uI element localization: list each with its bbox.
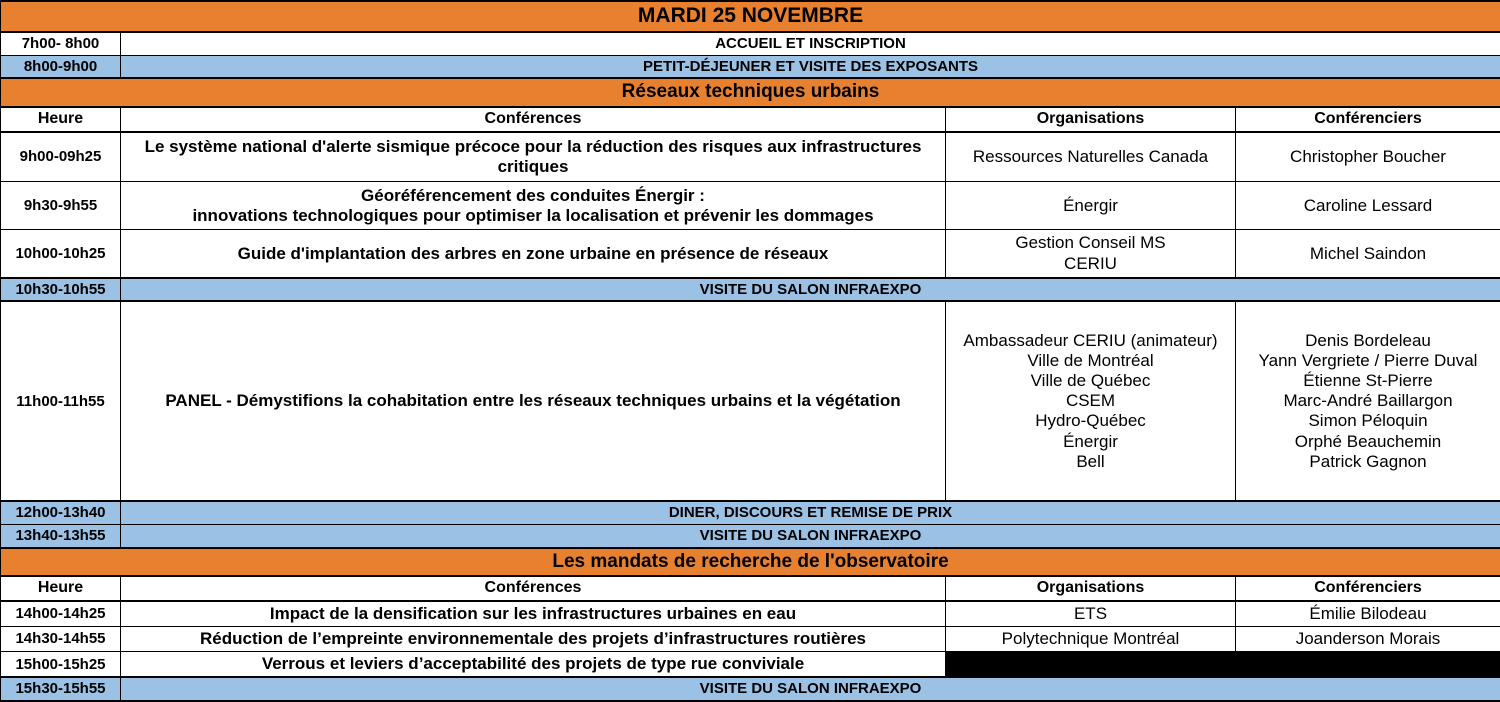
time-cell: 14h00-14h25 — [1, 601, 121, 627]
time-cell: 9h30-9h55 — [1, 182, 121, 230]
time-cell: 11h00-11h55 — [1, 301, 121, 501]
column-header-conferenciers: Conférenciers — [1236, 107, 1500, 132]
column-header-row — [1, 576, 1500, 601]
panel-title: PANEL - Démystifions la cohabitation entre les réseaux techniques urbains et la végétation — [121, 301, 946, 501]
table-row — [1, 182, 1500, 230]
panel-row — [1, 301, 1500, 501]
column-header-conferences: Conférences — [121, 576, 946, 601]
conference-title-line1: Géoréférencement des conduites Énergir : — [125, 186, 941, 206]
table-row — [1, 32, 1500, 55]
page-title: MARDI 25 NOVEMBRE — [1, 1, 1500, 32]
time-cell: 15h30-15h55 — [1, 677, 121, 701]
column-header-row — [1, 107, 1500, 132]
conference-title-line2: innovations technologiques pour optimiser la localisation et prévenir les dommages — [125, 206, 941, 226]
speaker-cell: Michel Saindon — [1236, 230, 1500, 278]
speaker-line: Denis Bordeleau — [1240, 331, 1496, 351]
conference-title: Guide d'implantation des arbres en zone urbaine en présence de réseaux — [121, 230, 946, 278]
time-cell: 10h00-10h25 — [1, 230, 121, 278]
organisation-line: Hydro-Québec — [950, 411, 1231, 431]
organisation-line2: CERIU — [950, 254, 1231, 274]
organisation-line: Ville de Québec — [950, 371, 1231, 391]
speaker-line: Patrick Gagnon — [1240, 452, 1496, 472]
conference-title: Verrous et leviers d’acceptabilité des projets de type rue conviviale — [121, 652, 946, 678]
speaker-line: Yann Vergriete / Pierre Duval — [1240, 351, 1496, 371]
table-row — [1, 627, 1500, 652]
organisation-cell: ETS — [946, 601, 1236, 627]
time-cell: 7h00- 8h00 — [1, 32, 121, 55]
column-header-heure: Heure — [1, 107, 121, 132]
panel-organisations — [946, 301, 1236, 501]
column-header-heure: Heure — [1, 576, 121, 601]
conference-title — [121, 182, 946, 230]
organisation-line: CSEM — [950, 391, 1231, 411]
speaker-cell: Émilie Bilodeau — [1236, 601, 1500, 627]
column-header-organisations: Organisations — [946, 107, 1236, 132]
section-title-mandats: Les mandats de recherche de l'observatoire — [1, 548, 1500, 576]
conference-title: Le système national d'alerte sismique précoce pour la réduction des risques aux infrastructures critiques — [121, 132, 946, 182]
table-row — [1, 230, 1500, 278]
time-cell: 15h00-15h25 — [1, 652, 121, 678]
table-row — [1, 132, 1500, 182]
event-label: VISITE DU SALON INFRAEXPO — [121, 677, 1500, 701]
time-cell: 9h00-09h25 — [1, 132, 121, 182]
table-row — [1, 278, 1500, 302]
time-cell: 8h00-9h00 — [1, 55, 121, 78]
section-header-row — [1, 78, 1500, 106]
organisation-cell: Ressources Naturelles Canada — [946, 132, 1236, 182]
panel-speakers — [1236, 301, 1500, 501]
day-title-row — [1, 1, 1500, 32]
event-label: VISITE DU SALON INFRAEXPO — [121, 278, 1500, 302]
table-row — [1, 501, 1500, 524]
conference-title: Réduction de l’empreinte environnementale des projets d’infrastructures routières — [121, 627, 946, 652]
conference-title: Impact de la densification sur les infrastructures urbaines en eau — [121, 601, 946, 627]
column-header-conferences: Conférences — [121, 107, 946, 132]
organisation-line1: Gestion Conseil MS — [950, 233, 1231, 253]
speaker-cell: Caroline Lessard — [1236, 182, 1500, 230]
organisation-line: Ville de Montréal — [950, 351, 1231, 371]
event-label: ACCUEIL ET INSCRIPTION — [121, 32, 1500, 55]
organisation-line: Ambassadeur CERIU (animateur) — [950, 331, 1231, 351]
table-row — [1, 55, 1500, 78]
time-cell: 10h30-10h55 — [1, 278, 121, 302]
table-row — [1, 601, 1500, 627]
speaker-line: Étienne St-Pierre — [1240, 371, 1496, 391]
speaker-line: Orphé Beauchemin — [1240, 432, 1496, 452]
table-row — [1, 652, 1500, 678]
event-label: DINER, DISCOURS ET REMISE DE PRIX — [121, 501, 1500, 524]
section-title-reseaux: Réseaux techniques urbains — [1, 78, 1500, 106]
organisation-cell: Polytechnique Montréal — [946, 627, 1236, 652]
time-cell: 12h00-13h40 — [1, 501, 121, 524]
speaker-cell: Christopher Boucher — [1236, 132, 1500, 182]
organisation-line: Bell — [950, 452, 1231, 472]
organisation-line: Énergir — [950, 432, 1231, 452]
speaker-cell-empty — [1236, 652, 1500, 678]
table-row — [1, 677, 1500, 701]
column-header-conferenciers: Conférenciers — [1236, 576, 1500, 601]
organisation-cell: Énergir — [946, 182, 1236, 230]
column-header-organisations: Organisations — [946, 576, 1236, 601]
section-header-row — [1, 548, 1500, 576]
speaker-cell: Joanderson Morais — [1236, 627, 1500, 652]
organisation-cell — [946, 230, 1236, 278]
time-cell: 14h30-14h55 — [1, 627, 121, 652]
event-label: VISITE DU SALON INFRAEXPO — [121, 525, 1500, 548]
time-cell: 13h40-13h55 — [1, 525, 121, 548]
speaker-line: Marc-André Baillargon — [1240, 391, 1496, 411]
organisation-cell-empty — [946, 652, 1236, 678]
speaker-line: Simon Péloquin — [1240, 411, 1496, 431]
table-row — [1, 525, 1500, 548]
event-label: PETIT-DÉJEUNER ET VISITE DES EXPOSANTS — [121, 55, 1500, 78]
